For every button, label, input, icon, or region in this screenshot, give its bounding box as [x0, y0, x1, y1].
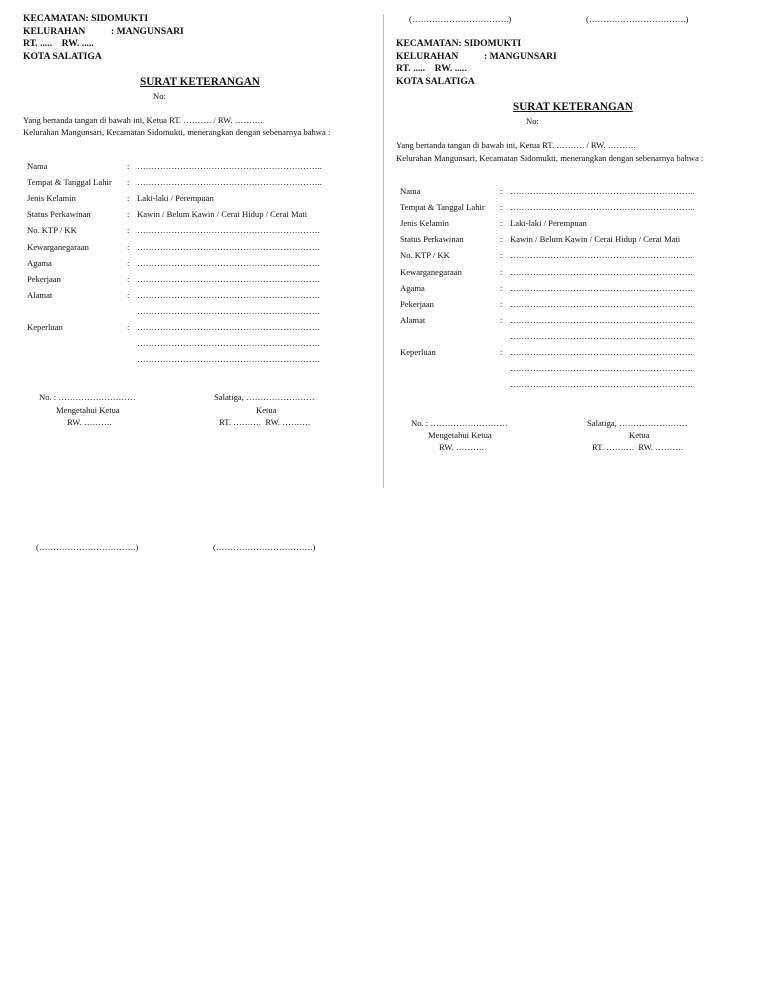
field-label: Status Perkawinan [400, 234, 464, 245]
field-value: ………………………………………………………. [137, 322, 320, 332]
field-label: Tempat & Tanggal Lahir [400, 202, 485, 213]
field-value: ………………………………………………………. [137, 225, 320, 236]
field-label: Tempat & Tanggal Lahir [27, 177, 112, 188]
left-sig-salatiga: Salatiga, …………………… [214, 392, 315, 402]
field-colon: : [500, 250, 503, 261]
field-value: ………………………………………………………. [137, 257, 320, 268]
field-colon: : [500, 202, 503, 213]
right-sig-rw: RW. ………. [439, 442, 484, 452]
field-colon: : [127, 177, 130, 188]
field-label: Kewarganegaraan [400, 266, 462, 277]
left-header [23, 13, 184, 63]
field-label: Jenis Kelamin [400, 218, 449, 229]
left-no-label: No: [153, 91, 166, 101]
left-kelurahan-label: KELURAHAN [23, 25, 86, 37]
field-colon: : [127, 241, 130, 252]
field-value: ………………………………………………………. [510, 250, 693, 261]
field-value: ………………………………………………………. [510, 363, 693, 374]
field-colon: : [500, 234, 503, 245]
field-label: Agama [400, 282, 425, 293]
left-bracket-ketua-rt: (…………………………….) [213, 542, 316, 552]
left-kelurahan-value: : MANGUNSARI [111, 25, 184, 37]
right-rt-rw: RT. ..... RW. ..... [396, 63, 467, 74]
column-divider [383, 14, 384, 488]
right-intro-line1: Yang bertanda tangan di bawah ini, Ketua RT. ………. / RW. ………. [396, 140, 636, 150]
right-kota: KOTA SALATIGA [396, 75, 475, 87]
field-label: Nama [27, 161, 48, 171]
field-colon: : [500, 218, 503, 229]
field-label: Pekerjaan [400, 298, 434, 309]
field-value: ………………………………………………………. [137, 289, 320, 300]
field-value: ………………………………………………………. [510, 314, 693, 325]
field-label: Kewarganegaraan [27, 241, 89, 252]
field-value: ………………………………………………………. [510, 298, 693, 309]
field-colon: : [500, 186, 503, 196]
right-kelurahan-label: KELURAHAN [396, 50, 459, 62]
field-value: ……………………………………………………….. [510, 202, 695, 213]
left-bracket-ketua-rw: (…………………………….) [36, 542, 139, 552]
field-value: Laki-laki / Perempuan [510, 218, 587, 229]
right-kelurahan-row [396, 51, 557, 64]
left-kecamatan: KECAMATAN: SIDOMUKTI [23, 13, 149, 24]
field-label: Agama [27, 257, 52, 268]
field-label: Nama [400, 186, 421, 196]
right-sig-ketua: Ketua [629, 430, 650, 440]
left-rt-rw: RT. ..... RW. ..... [23, 38, 94, 49]
right-sig-no: No. : ……………………… [411, 418, 508, 428]
right-header [396, 38, 557, 88]
field-colon: : [500, 314, 503, 325]
right-top-bracket-left: (…………………………….) [409, 14, 512, 24]
left-intro-line2: Kelurahan Mangunsari, Kecamatan Sidomukti, menerangkan dengan sebenarnya bahwa : [23, 127, 331, 137]
field-colon: : [500, 266, 503, 277]
field-value: ………………………………………………………. [137, 305, 320, 316]
field-label: Alamat [27, 289, 53, 300]
right-top-bracket-right: (…………………………….) [586, 14, 689, 24]
right-title: SURAT KETERANGAN [513, 101, 633, 113]
left-sig-ketua: Ketua [256, 405, 277, 415]
field-colon: : [127, 193, 130, 204]
field-value: ………………………………………………………. [137, 273, 320, 284]
field-value: ……………………………………………………….. [137, 177, 322, 188]
field-label: Status Perkawinan [27, 209, 91, 220]
field-value: Laki-laki / Perempuan [137, 193, 214, 204]
field-colon: : [127, 273, 130, 284]
left-sig-rt-rw: RT. ………. RW. ………. [219, 417, 311, 427]
field-colon: : [127, 289, 130, 300]
field-label: No. KTP / KK [400, 250, 450, 261]
left-sig-no: No. : ……………………… [39, 392, 136, 402]
field-colon: : [500, 298, 503, 309]
field-colon: : [127, 209, 130, 220]
right-sig-rt-rw: RT. ………. RW. ………. [592, 442, 684, 452]
field-value: Kawin / Belum Kawin / Cerai Hidup / Cerai Mati [137, 209, 308, 220]
left-kota: KOTA SALATIGA [23, 50, 102, 62]
field-colon: : [500, 347, 503, 357]
field-value: ……………………………………………………….. [137, 161, 322, 171]
field-value: ………………………………………………………. [510, 266, 693, 277]
field-colon: : [127, 161, 130, 171]
right-no-label: No: [526, 116, 539, 126]
field-label: Pekerjaan [27, 273, 61, 284]
left-title: SURAT KETERANGAN [140, 76, 260, 88]
field-colon: : [500, 282, 503, 293]
field-label: Keperluan [27, 322, 63, 332]
field-value: ………………………………………………………. [510, 379, 693, 390]
field-value: ………………………………………………………. [510, 282, 693, 293]
field-label: Jenis Kelamin [27, 193, 76, 204]
field-value: ……………………………………………………….. [510, 186, 695, 196]
field-value: ………………………………………………………. [137, 354, 320, 365]
left-sig-mengetahui: Mengetahui Ketua [56, 405, 120, 415]
right-intro-line2: Kelurahan Mangunsari, Kecamatan Sidomukti, menerangkan dengan sebenarnya bahwa : [396, 153, 704, 163]
right-sig-mengetahui: Mengetahui Ketua [428, 430, 492, 440]
left-kelurahan-row [23, 26, 184, 39]
field-colon: : [127, 257, 130, 268]
field-value: ………………………………………………………. [510, 347, 693, 357]
left-intro-line1: Yang bertanda tangan di bawah ini, Ketua RT. ………. / RW. ………. [23, 115, 263, 125]
right-sig-salatiga: Salatiga, …………………… [587, 418, 688, 428]
right-kecamatan: KECAMATAN: SIDOMUKTI [396, 38, 522, 49]
right-kelurahan-value: : MANGUNSARI [484, 50, 557, 62]
field-colon: : [127, 322, 130, 332]
field-label: Keperluan [400, 347, 436, 357]
field-value: Kawin / Belum Kawin / Cerai Hidup / Cerai Mati [510, 234, 681, 245]
field-label: No. KTP / KK [27, 225, 77, 236]
field-value: ………………………………………………………. [137, 338, 320, 349]
field-value: ………………………………………………………. [137, 241, 320, 252]
left-sig-rw: RW. ………. [67, 417, 112, 427]
field-colon: : [127, 225, 130, 236]
field-label: Alamat [400, 314, 426, 325]
field-value: ………………………………………………………. [510, 330, 693, 341]
